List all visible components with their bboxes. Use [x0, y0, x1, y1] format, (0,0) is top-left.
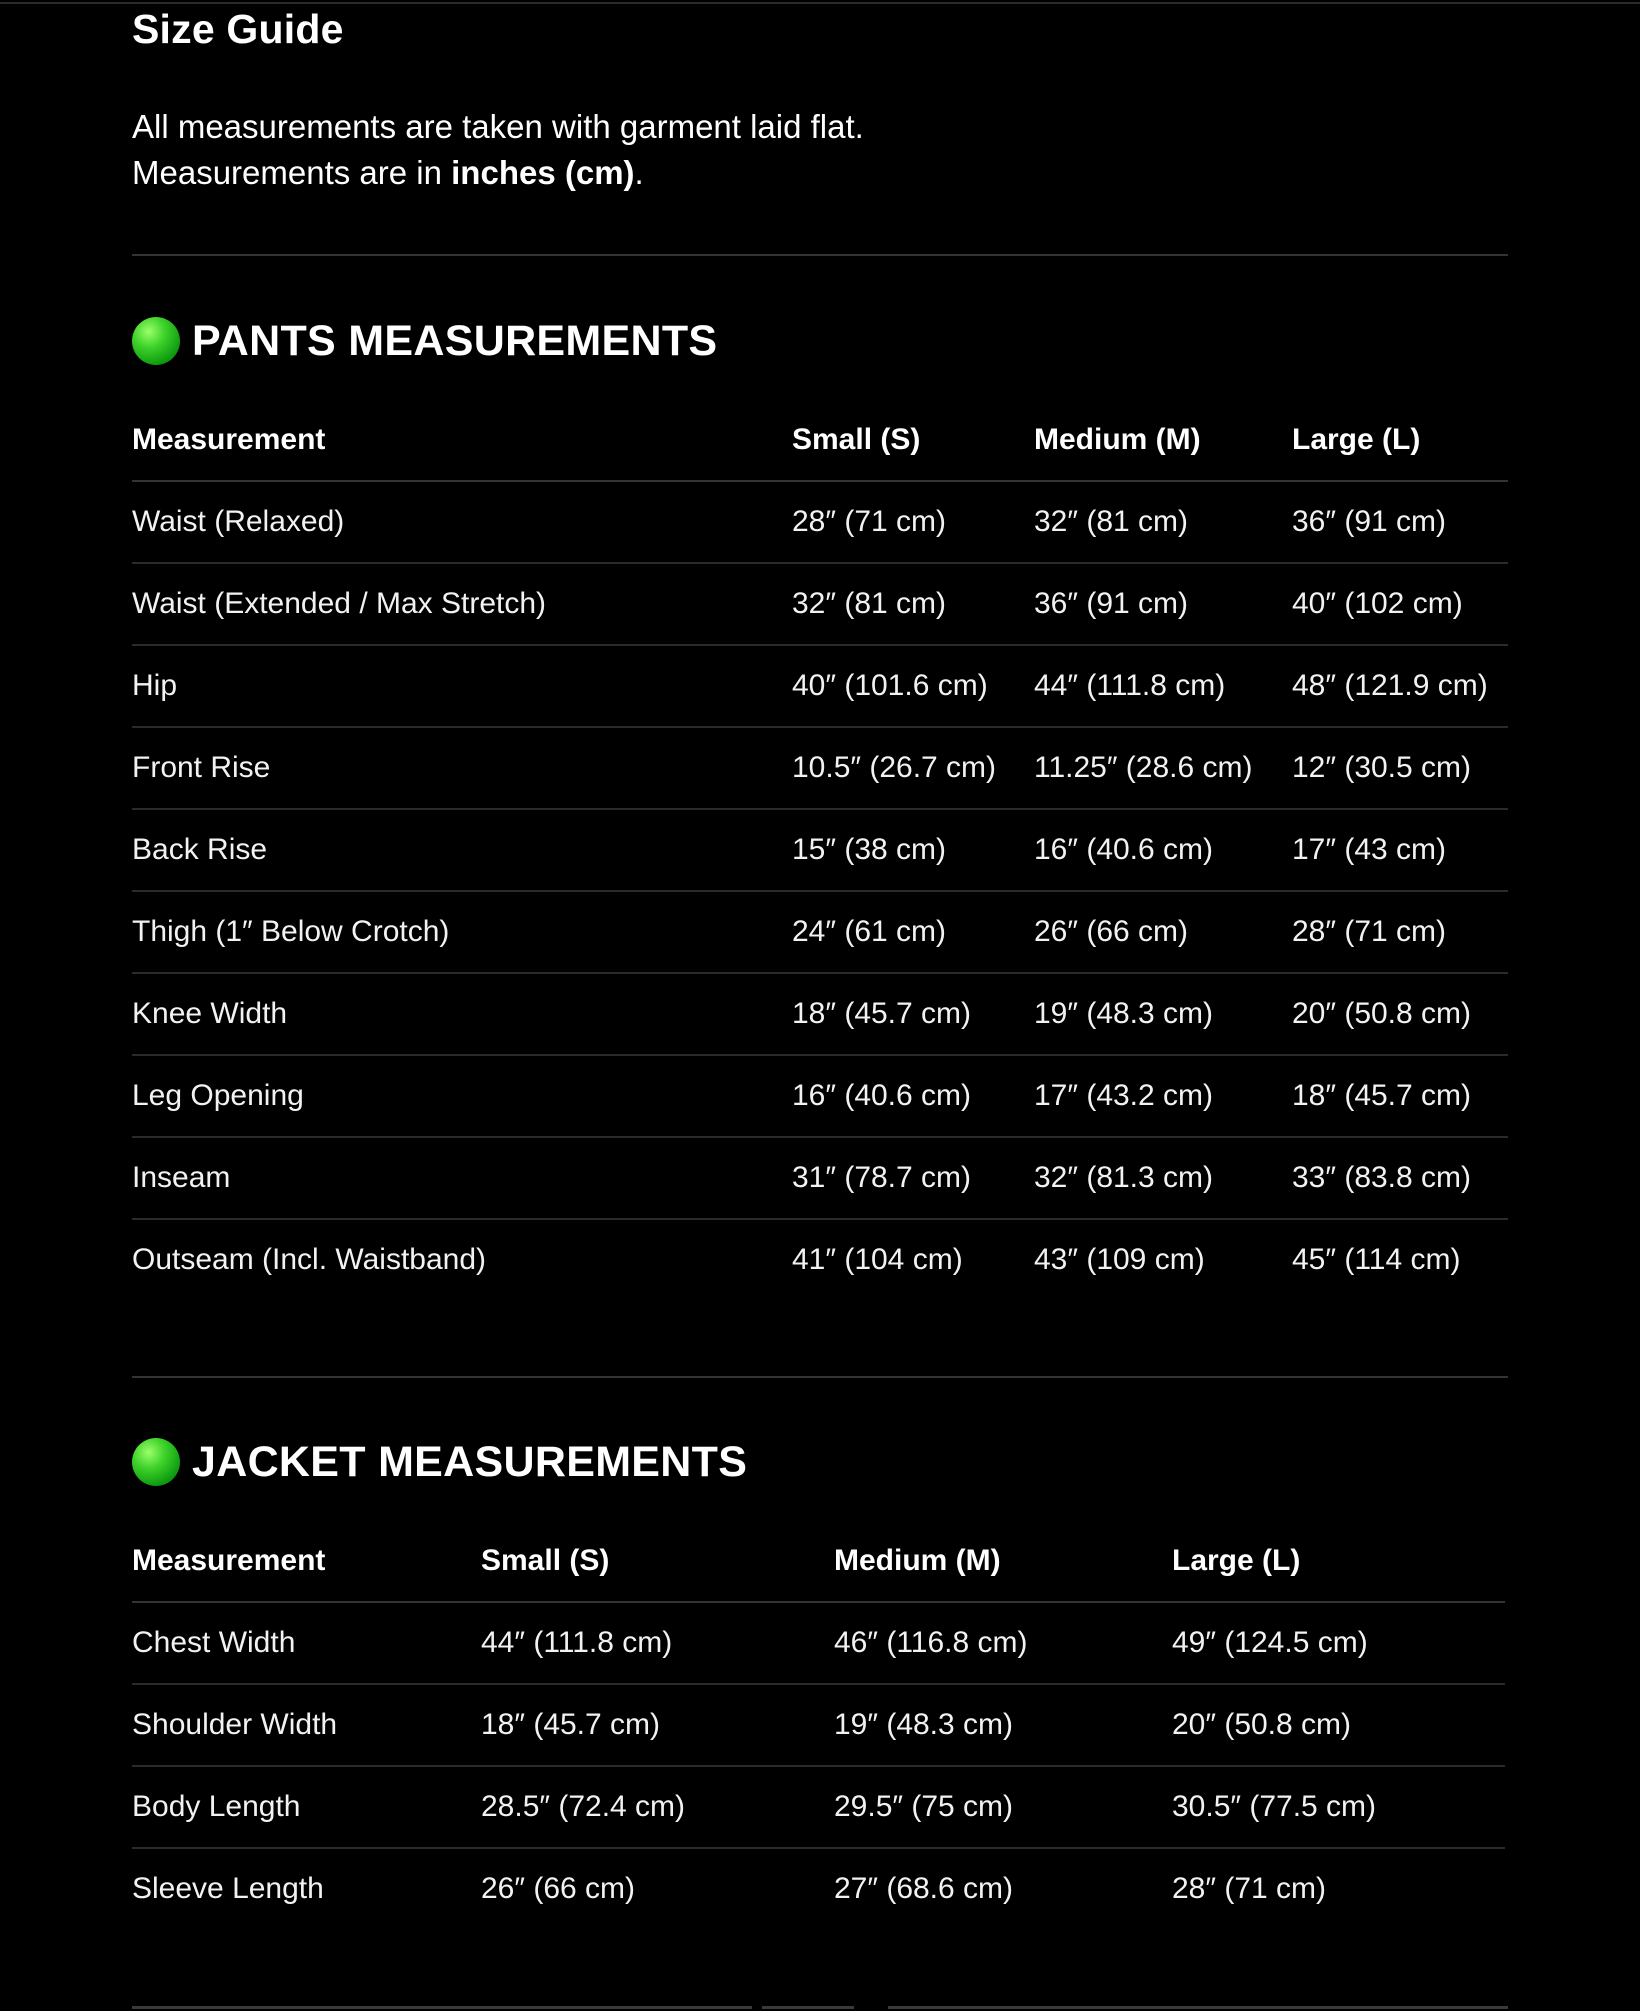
- table-row: [132, 1766, 1505, 1848]
- size-value: 29.5″ (75 cm): [834, 1766, 1172, 1848]
- size-value: 20″ (50.8 cm): [1172, 1684, 1505, 1766]
- green-circle-icon: [132, 317, 180, 365]
- size-value: 15″ (38 cm): [792, 809, 1034, 891]
- size-value: 28″ (71 cm): [792, 481, 1034, 563]
- section-divider: [132, 254, 1508, 256]
- measurement-label: Shoulder Width: [132, 1684, 481, 1766]
- size-value: 20″ (50.8 cm): [1292, 973, 1508, 1055]
- pants-section-heading: [132, 313, 717, 369]
- measurement-label: Hip: [132, 645, 792, 727]
- size-value: 41″ (104 cm): [792, 1243, 963, 1276]
- table-row: [132, 1137, 1508, 1219]
- size-value: 28.5″ (72.4 cm): [481, 1766, 834, 1848]
- table-row: [132, 1219, 1508, 1300]
- size-value: 18″ (45.7 cm): [481, 1684, 834, 1766]
- intro-line-1: All measurements are taken with garment laid flat.: [132, 108, 864, 145]
- intro-unit: inches (cm): [451, 154, 635, 191]
- measurement-label: Back Rise: [132, 809, 792, 891]
- size-value: 16″ (40.6 cm): [1034, 809, 1292, 891]
- size-value: 44″ (111.8 cm): [481, 1602, 834, 1684]
- table-row: [132, 645, 1508, 727]
- measurement-label: Body Length: [132, 1766, 481, 1848]
- measurement-label: Thigh (1″ Below Crotch): [132, 891, 792, 973]
- size-value: 32″ (81 cm): [792, 563, 1034, 645]
- table-row: [132, 809, 1508, 891]
- jacket-heading-text: JACKET MEASUREMENTS: [192, 1437, 748, 1486]
- column-header: Large (L): [1292, 400, 1508, 481]
- column-header: Small (S): [481, 1521, 834, 1602]
- size-value: 33″ (83.8 cm): [1292, 1137, 1508, 1219]
- pants-measurements-table: [132, 400, 1508, 1300]
- size-value: 16″ (40.6 cm): [792, 1055, 1034, 1137]
- size-value: 27″ (68.6 cm): [834, 1872, 1014, 1905]
- size-value: 24″ (61 cm): [792, 891, 1034, 973]
- column-header: Medium (M): [1034, 400, 1292, 481]
- intro-line-2: [132, 150, 864, 196]
- size-value: 26″ (66 cm): [481, 1872, 635, 1905]
- size-value: 26″ (66 cm): [1034, 891, 1292, 973]
- size-value: 31″ (78.7 cm): [792, 1137, 1034, 1219]
- column-header: Medium (M): [834, 1521, 1172, 1602]
- table-header-row: [132, 400, 1508, 481]
- size-value: 32″ (81.3 cm): [1034, 1137, 1292, 1219]
- size-value: 17″ (43 cm): [1292, 809, 1508, 891]
- measurement-label: Waist (Extended / Max Stretch): [132, 563, 792, 645]
- intro-line-2-suffix: .: [634, 154, 644, 191]
- jacket-measurements-table: [132, 1521, 1505, 1929]
- bottom-rule: [762, 2006, 854, 2009]
- size-value: 10.5″ (26.7 cm): [792, 727, 1034, 809]
- measurement-label: Knee Width: [132, 973, 792, 1055]
- column-header: Measurement: [132, 1521, 481, 1602]
- size-value: 30.5″ (77.5 cm): [1172, 1766, 1505, 1848]
- pants-heading-text: PANTS MEASUREMENTS: [192, 316, 718, 365]
- table-row: [132, 563, 1508, 645]
- table-row: [132, 727, 1508, 809]
- size-value: 49″ (124.5 cm): [1172, 1602, 1505, 1684]
- size-value: 18″ (45.7 cm): [1292, 1055, 1508, 1137]
- table-row: [132, 1602, 1505, 1684]
- table-header-row: [132, 1521, 1505, 1602]
- bottom-rule: [132, 2006, 752, 2009]
- size-value: 18″ (45.7 cm): [792, 973, 1034, 1055]
- size-value: 32″ (81 cm): [1034, 481, 1292, 563]
- size-value: 46″ (116.8 cm): [834, 1602, 1172, 1684]
- size-value: 12″ (30.5 cm): [1292, 727, 1508, 809]
- size-value: 48″ (121.9 cm): [1292, 645, 1508, 727]
- jacket-section-heading: [132, 1434, 747, 1490]
- size-value: 45″ (114 cm): [1292, 1243, 1461, 1276]
- size-value: 36″ (91 cm): [1292, 481, 1508, 563]
- size-value: 43″ (109 cm): [1034, 1243, 1205, 1276]
- column-header: Small (S): [792, 400, 1034, 481]
- size-value: 40″ (101.6 cm): [792, 645, 1034, 727]
- size-value: 44″ (111.8 cm): [1034, 645, 1292, 727]
- table-row: [132, 891, 1508, 973]
- table-row: [132, 1684, 1505, 1766]
- table-row: [132, 1848, 1505, 1929]
- measurement-label: Front Rise: [132, 727, 792, 809]
- table-row: [132, 973, 1508, 1055]
- intro-text: [132, 104, 864, 196]
- column-header: Large (L): [1172, 1521, 1505, 1602]
- bottom-rule: [888, 2006, 1508, 2009]
- measurement-label: Chest Width: [132, 1602, 481, 1684]
- measurement-label: Outseam (Incl. Waistband): [132, 1243, 487, 1276]
- column-header: Measurement: [132, 400, 792, 481]
- measurement-label: Inseam: [132, 1137, 792, 1219]
- section-divider: [132, 1376, 1508, 1378]
- size-value: 19″ (48.3 cm): [1034, 973, 1292, 1055]
- page-title: Size Guide: [132, 6, 344, 52]
- measurement-label: Leg Opening: [132, 1055, 792, 1137]
- size-value: 17″ (43.2 cm): [1034, 1055, 1292, 1137]
- size-value: 28″ (71 cm): [1172, 1872, 1326, 1905]
- green-circle-icon: [132, 1438, 180, 1486]
- table-row: [132, 1055, 1508, 1137]
- size-value: 19″ (48.3 cm): [834, 1684, 1172, 1766]
- size-value: 11.25″ (28.6 cm): [1034, 727, 1292, 809]
- table-row: [132, 481, 1508, 563]
- measurement-label: Sleeve Length: [132, 1872, 324, 1905]
- size-value: 36″ (91 cm): [1034, 563, 1292, 645]
- size-value: 40″ (102 cm): [1292, 563, 1508, 645]
- measurement-label: Waist (Relaxed): [132, 481, 792, 563]
- intro-line-2-prefix: Measurements are in: [132, 154, 452, 191]
- size-value: 28″ (71 cm): [1292, 891, 1508, 973]
